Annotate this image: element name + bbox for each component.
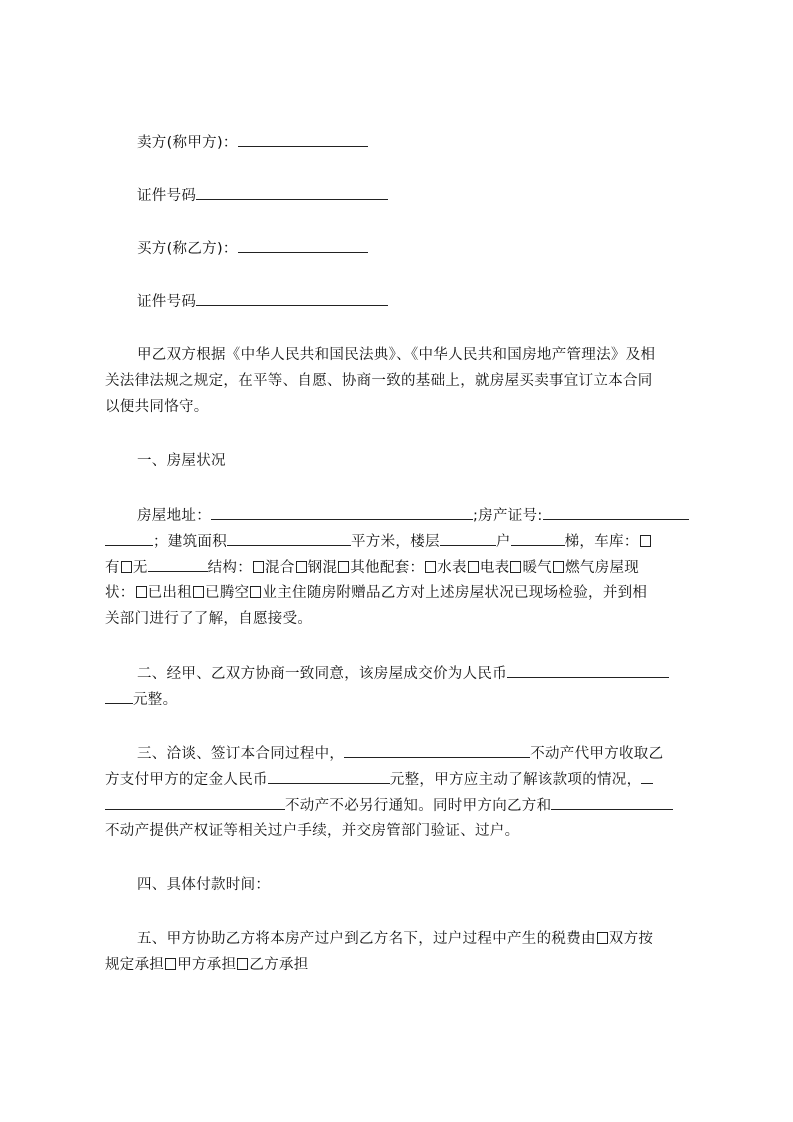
buyer-id-blank[interactable] <box>196 291 388 306</box>
garage-yes-label: 有 <box>105 560 120 576</box>
area-blank[interactable] <box>227 531 351 546</box>
price-suffix: 元整。 <box>133 692 178 708</box>
s1-line-4 <box>105 583 647 603</box>
floor-blank[interactable] <box>440 531 496 546</box>
s5-text-2a: 规定承担 <box>105 957 165 973</box>
heat-checkbox[interactable] <box>510 561 521 573</box>
s3-text-3a: 不动产不必另行通知。同时甲方向乙方和 <box>285 798 552 814</box>
unit-ti: 梯，车库： <box>564 534 639 550</box>
area-unit: 平方米，楼层 <box>351 534 440 550</box>
intro-line-3: 以便共同恪守。 <box>105 399 209 415</box>
buyer-line <box>137 238 368 259</box>
s5-line-1 <box>137 929 653 949</box>
s5-text-1: 五、甲方协助乙方将本房产过户到乙方名下，过户过程中产生的税费由 <box>137 931 596 947</box>
s1-line-1 <box>137 505 689 526</box>
seller-id-line <box>137 185 388 206</box>
owner-label: 业主住随房附赠品乙方对上述房屋状况已现场检验，并到相 <box>262 585 648 601</box>
tax-both-checkbox[interactable] <box>597 932 608 944</box>
price-blank-cont[interactable] <box>105 689 133 704</box>
vacated-checkbox[interactable] <box>193 586 204 598</box>
mixed-checkbox[interactable] <box>253 561 264 573</box>
rented-checkbox[interactable] <box>136 586 147 598</box>
s3-line-3 <box>105 795 673 816</box>
stair-blank[interactable] <box>511 531 565 546</box>
tax-buyer-checkbox[interactable] <box>237 958 248 970</box>
unit-hu: 户 <box>495 534 511 550</box>
power-label: 电表 <box>479 560 510 576</box>
s3-text-1a: 三、洽谈、签订本合同过程中， <box>137 746 345 762</box>
price-label: 二、经甲、乙双方协商一致同意，该房屋成交价为人民币 <box>137 666 507 682</box>
area-label: ；建筑面积 <box>153 534 227 550</box>
buyer-label: 买方(称乙方)： <box>137 241 238 257</box>
price-blank[interactable] <box>507 663 669 678</box>
status-label: 状： <box>105 585 135 601</box>
rented-label: 已出租 <box>147 585 193 601</box>
agency-blank-2[interactable] <box>641 769 653 784</box>
section4-heading: 四、具体付款时间： <box>137 877 271 893</box>
steel-checkbox[interactable] <box>296 561 307 573</box>
other-label: 其他配套： <box>350 560 425 576</box>
buyer-id-label: 证件号码 <box>137 294 197 310</box>
other-checkbox[interactable] <box>338 561 349 573</box>
seller-label: 卖方(称甲方)： <box>137 135 238 151</box>
steel-label: 钢混 <box>307 560 338 576</box>
address-blank[interactable] <box>211 505 473 520</box>
buyer-blank[interactable] <box>238 238 368 253</box>
seller-id-blank[interactable] <box>196 185 388 200</box>
s2-line-2 <box>105 689 177 710</box>
deposit-blank[interactable] <box>268 769 390 784</box>
s3-line-4: 不动产提供产权证等相关过户手续，并交房管部门验证、过户。 <box>105 823 520 839</box>
gas-checkbox[interactable] <box>553 561 564 573</box>
mixed-label: 混合 <box>265 560 295 576</box>
s2-line-1 <box>137 663 669 684</box>
s1-line-5: 关部门进行了了解，自愿接受。 <box>105 611 313 627</box>
tax-seller-label: 甲方承担 <box>177 957 237 973</box>
s5-line-2 <box>105 955 309 975</box>
s3-line-2 <box>105 769 653 790</box>
garage-no-label: 无 <box>132 560 148 576</box>
water-label: 水表 <box>437 560 467 576</box>
intro-line-2: 关法律法规之规定，在平等、自愿、协商一致的基础上，就房屋买卖事宜订立本合同 <box>105 373 653 389</box>
garage-yes-checkbox[interactable] <box>640 535 651 547</box>
section1-heading: 一、房屋状况 <box>137 453 226 469</box>
garage-no-checkbox[interactable] <box>121 561 132 573</box>
power-checkbox[interactable] <box>468 561 479 573</box>
owner-checkbox[interactable] <box>250 586 261 598</box>
cert-blank[interactable] <box>543 505 689 520</box>
s3-text-2a: 方支付甲方的定金人民币 <box>105 772 268 788</box>
garage-blank[interactable] <box>148 557 208 572</box>
tax-seller-checkbox[interactable] <box>165 958 176 970</box>
s3-text-1b: 不动产代甲方收取乙 <box>530 746 664 762</box>
address-label: 房屋地址： <box>137 508 211 524</box>
structure-label: 结构： <box>207 560 253 576</box>
heat-label: 暖气 <box>522 560 553 576</box>
seller-line <box>137 132 368 153</box>
water-checkbox[interactable] <box>425 561 436 573</box>
agency-blank-2-cont[interactable] <box>105 795 285 810</box>
agency-blank-3[interactable] <box>551 795 673 810</box>
seller-id-label: 证件号码 <box>137 188 197 204</box>
s3-line-1 <box>137 743 663 764</box>
tax-both-label: 双方按 <box>608 931 654 947</box>
seller-blank[interactable] <box>238 132 368 147</box>
agency-blank-1[interactable] <box>344 743 530 758</box>
gas-label: 燃气房屋现 <box>565 560 640 576</box>
buyer-id-line <box>137 291 388 312</box>
s1-line-2 <box>105 531 652 552</box>
s1-line-3 <box>105 557 639 578</box>
vacated-label: 已腾空 <box>205 585 250 601</box>
tax-buyer-label: 乙方承担 <box>249 957 309 973</box>
cert-blank-cont[interactable] <box>105 531 153 546</box>
s3-text-2b: 元整，甲方应主动了解该款项的情况， <box>389 772 642 788</box>
cert-label: ;房产证号: <box>473 508 543 524</box>
intro-line-1: 甲乙双方根据《中华人民共和国民法典》、《中华人民共和国房地产管理法》及相 <box>137 347 656 363</box>
